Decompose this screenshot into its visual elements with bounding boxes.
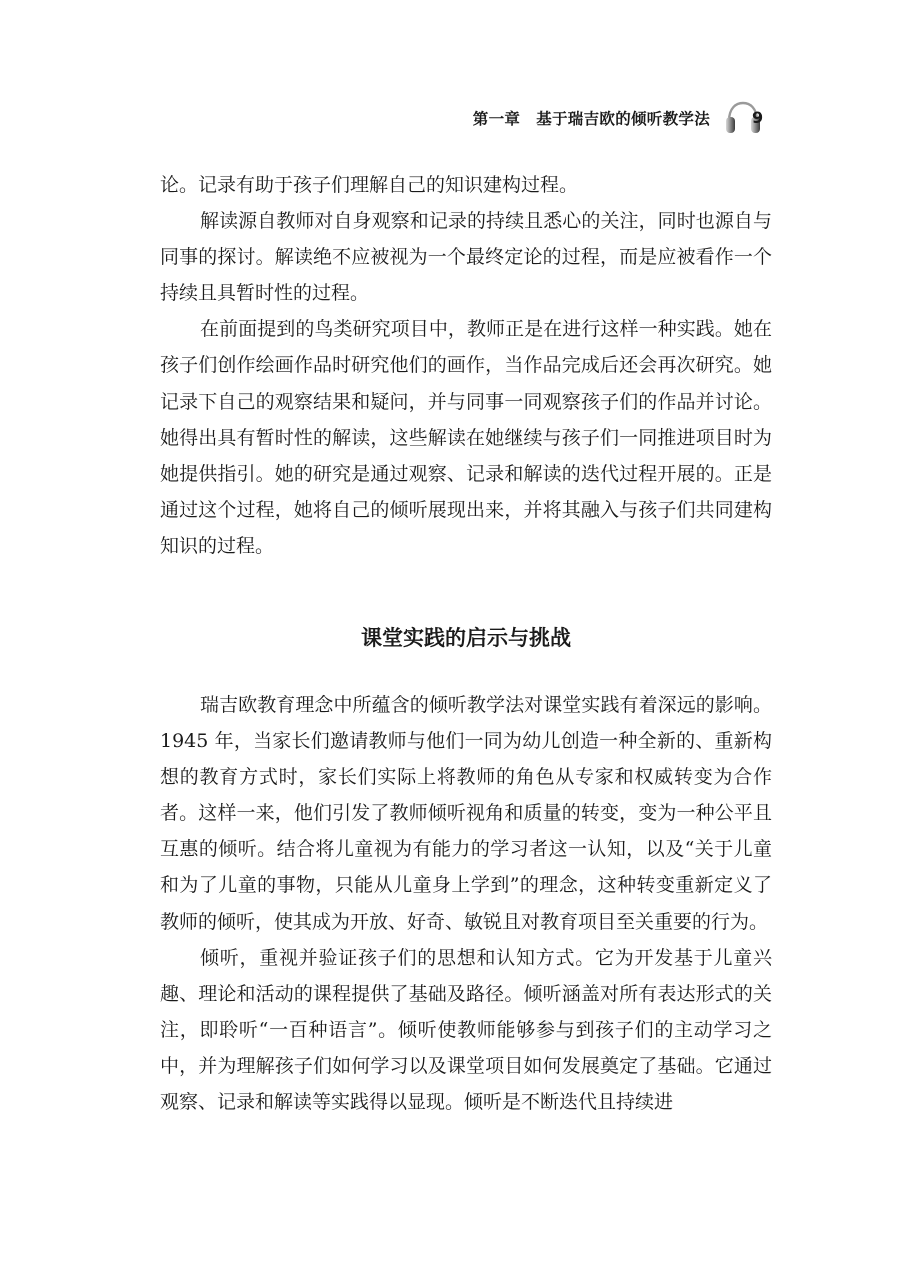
paragraph-listening: 倾听，重视并验证孩子们的思想和认知方式。它为开发基于儿童兴趣、理论和活动的课程提供了基础及路径。倾听涵盖对所有表达形式的关注，即聆听“一百种语言”。倾听使教师能够参与到孩子们的主动学习之中，并为理解孩子们如何学习以及课堂项目如何发展奠定了基础。它通过观察、记录和解读等实践得以显现。倾听是不断迭代且持续进: [160, 946, 772, 1114]
section-heading: 课堂实践的启示与挑战: [361, 626, 571, 650]
body-section: [160, 687, 772, 1120]
page-number: 9: [752, 108, 764, 127]
chapter-title: 基于瑞吉欧的倾听教学法: [536, 110, 710, 128]
running-header: [473, 101, 762, 135]
body-top: [160, 167, 772, 564]
paragraph-implications: 瑞吉欧教育理念中所蕴含的倾听教学法对课堂实践有着深远的影响。1945 年，当家长们邀请教师与他们一同为幼儿创造一种全新的、重新构想的教育方式时，家长们实际上将教师的角色从专家和权威转变为合作者。这样一来，他们引发了教师倾听视角和质量的转变，变为一种公平且互惠的倾听。结合将儿童视为有能力的学习者这一认知，以及“关于儿童和为了儿童的事物，只能从儿童身上学到”的理念，这种转变重新定义了教师的倾听，使其成为开放、好奇、敏锐且对教育项目至关重要的行为。: [160, 694, 772, 933]
paragraph-continuation: 论。记录有助于孩子们理解自己的知识建构过程。: [160, 174, 579, 196]
chapter-label: 第一章: [472, 110, 521, 128]
paragraph-interpretation: 解读源自教师对自身观察和记录的持续且悉心的关注，同时也源自与同事的探讨。解读绝不应被视为一个最终定论的过程，而是应被看作一个持续且具暂时性的过程。: [160, 210, 772, 305]
paragraph-bird-project: 在前面提到的鸟类研究项目中，教师正是在进行这样一种实践。她在孩子们创作绘画作品时研究他们的画作，当作品完成后还会再次研究。她记录下自己的观察结果和疑问，并与同事一同观察孩子们的作品并讨论。她得出具有暂时性的解读，这些解读在她继续与孩子们一同推进项目时为她提供指引。她的研究是通过观察、记录和解读的迭代过程开展的。正是通过这个过程，她将自己的倾听展现出来，并将其融入与孩子们共同建构知识的过程。: [160, 318, 772, 557]
